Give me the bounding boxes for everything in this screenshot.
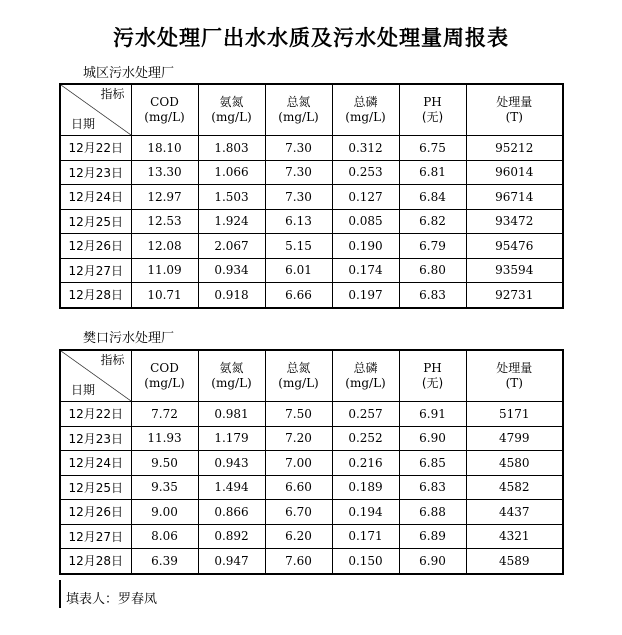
cell-ph: 6.75 [399, 136, 466, 161]
cell-volume: 4799 [466, 426, 563, 451]
table-row [60, 549, 563, 574]
cell-cod: 12.97 [131, 185, 198, 210]
cell-date: 12月22日 [60, 402, 131, 427]
table-row [60, 524, 563, 549]
diagonal-header-cell [60, 350, 131, 402]
plant-label-city: 城区污水处理厂 [83, 66, 175, 81]
plant-label-fankou: 樊口污水处理厂 [83, 331, 175, 346]
indicator-label: 指标 [100, 353, 125, 367]
cell-volume: 4437 [466, 500, 563, 525]
cell-ph: 6.79 [399, 234, 466, 259]
cell-date: 12月26日 [60, 234, 131, 259]
cell-cod: 9.00 [131, 500, 198, 525]
cell-cod: 9.50 [131, 451, 198, 476]
cell-total-phosphorus: 0.190 [332, 234, 399, 259]
cell-ammonia: 0.981 [198, 402, 265, 427]
diagonal-header-cell [60, 84, 131, 136]
cell-ph: 6.91 [399, 402, 466, 427]
cell-total-nitrogen: 7.60 [265, 549, 332, 574]
table-row [60, 500, 563, 525]
cell-date: 12月23日 [60, 426, 131, 451]
cell-ammonia: 1.503 [198, 185, 265, 210]
cell-ph: 6.90 [399, 426, 466, 451]
filled-by-label: 填表人：罗春凤 [66, 592, 158, 607]
cell-date: 12月24日 [60, 185, 131, 210]
cell-date: 12月23日 [60, 160, 131, 185]
cell-total-phosphorus: 0.174 [332, 258, 399, 283]
cell-ph: 6.88 [399, 500, 466, 525]
cell-total-nitrogen: 6.70 [265, 500, 332, 525]
cell-cod: 12.53 [131, 209, 198, 234]
cell-ammonia: 1.803 [198, 136, 265, 161]
cell-ph: 6.90 [399, 549, 466, 574]
table-row [60, 402, 563, 427]
table-row [60, 426, 563, 451]
cell-date: 12月27日 [60, 258, 131, 283]
cell-volume: 95212 [466, 136, 563, 161]
column-header-ph: PH (无) [399, 350, 466, 402]
table-row [60, 234, 563, 259]
cell-total-phosphorus: 0.194 [332, 500, 399, 525]
table-row [60, 258, 563, 283]
cell-volume: 4589 [466, 549, 563, 574]
cell-cod: 6.39 [131, 549, 198, 574]
cell-ph: 6.81 [399, 160, 466, 185]
table-header-row [60, 84, 563, 136]
cell-ph: 6.83 [399, 283, 466, 308]
cell-date: 12月27日 [60, 524, 131, 549]
cell-total-phosphorus: 0.085 [332, 209, 399, 234]
cell-total-phosphorus: 0.252 [332, 426, 399, 451]
cell-volume: 95476 [466, 234, 563, 259]
indicator-label: 指标 [100, 87, 125, 101]
report-title: 污水处理厂出水水质及污水处理量周报表 [113, 26, 509, 50]
column-header-volume: 处理量 (T) [466, 84, 563, 136]
cell-volume: 93472 [466, 209, 563, 234]
cell-total-nitrogen: 6.66 [265, 283, 332, 308]
cell-cod: 10.71 [131, 283, 198, 308]
column-header-total-nitrogen: 总氮 (mg/L) [265, 350, 332, 402]
cell-ph: 6.89 [399, 524, 466, 549]
cell-ammonia: 0.947 [198, 549, 265, 574]
cell-volume: 96014 [466, 160, 563, 185]
table-row [60, 185, 563, 210]
column-header-ammonia: 氨氮 (mg/L) [198, 84, 265, 136]
cell-cod: 11.09 [131, 258, 198, 283]
cell-total-phosphorus: 0.216 [332, 451, 399, 476]
cell-total-phosphorus: 0.150 [332, 549, 399, 574]
fankou-plant-table [59, 349, 564, 575]
cell-total-phosphorus: 0.171 [332, 524, 399, 549]
cell-total-nitrogen: 7.30 [265, 160, 332, 185]
cell-ph: 6.82 [399, 209, 466, 234]
cell-cod: 13.30 [131, 160, 198, 185]
cell-total-nitrogen: 7.00 [265, 451, 332, 476]
cell-volume: 4582 [466, 475, 563, 500]
cell-volume: 4580 [466, 451, 563, 476]
cell-volume: 96714 [466, 185, 563, 210]
cell-total-phosphorus: 0.189 [332, 475, 399, 500]
cell-volume: 5171 [466, 402, 563, 427]
column-header-ammonia: 氨氮 (mg/L) [198, 350, 265, 402]
cell-total-phosphorus: 0.127 [332, 185, 399, 210]
cell-ph: 6.85 [399, 451, 466, 476]
cell-ammonia: 0.866 [198, 500, 265, 525]
table-header-row [60, 350, 563, 402]
cell-total-nitrogen: 6.13 [265, 209, 332, 234]
table-row [60, 475, 563, 500]
cell-ammonia: 1.494 [198, 475, 265, 500]
table-row [60, 283, 563, 308]
cell-total-phosphorus: 0.253 [332, 160, 399, 185]
date-label: 日期 [71, 117, 96, 131]
cell-cod: 8.06 [131, 524, 198, 549]
cell-ph: 6.83 [399, 475, 466, 500]
cell-ph: 6.84 [399, 185, 466, 210]
cell-total-nitrogen: 7.50 [265, 402, 332, 427]
cell-date: 12月22日 [60, 136, 131, 161]
cell-date: 12月28日 [60, 283, 131, 308]
cell-ph: 6.80 [399, 258, 466, 283]
cell-total-nitrogen: 6.01 [265, 258, 332, 283]
column-header-total-nitrogen: 总氮 (mg/L) [265, 84, 332, 136]
cell-ammonia: 0.934 [198, 258, 265, 283]
cell-ammonia: 2.067 [198, 234, 265, 259]
cell-total-nitrogen: 6.60 [265, 475, 332, 500]
cell-ammonia: 0.943 [198, 451, 265, 476]
cell-cod: 9.35 [131, 475, 198, 500]
cell-total-phosphorus: 0.197 [332, 283, 399, 308]
cell-total-nitrogen: 6.20 [265, 524, 332, 549]
table-row [60, 209, 563, 234]
cell-date: 12月24日 [60, 451, 131, 476]
column-header-volume: 处理量 (T) [466, 350, 563, 402]
cell-total-phosphorus: 0.257 [332, 402, 399, 427]
cell-ammonia: 1.924 [198, 209, 265, 234]
cell-date: 12月26日 [60, 500, 131, 525]
cell-cod: 7.72 [131, 402, 198, 427]
cell-volume: 4321 [466, 524, 563, 549]
cell-cod: 12.08 [131, 234, 198, 259]
column-header-total-phosphorus: 总磷 (mg/L) [332, 84, 399, 136]
cell-ammonia: 0.892 [198, 524, 265, 549]
table-row [60, 160, 563, 185]
city-plant-table [59, 83, 564, 309]
cell-total-nitrogen: 7.30 [265, 136, 332, 161]
column-header-total-phosphorus: 总磷 (mg/L) [332, 350, 399, 402]
cell-date: 12月28日 [60, 549, 131, 574]
date-label: 日期 [71, 383, 96, 397]
table-row [60, 136, 563, 161]
column-header-ph: PH (无) [399, 84, 466, 136]
cell-total-nitrogen: 5.15 [265, 234, 332, 259]
cell-total-nitrogen: 7.30 [265, 185, 332, 210]
cell-date: 12月25日 [60, 475, 131, 500]
cell-ammonia: 1.179 [198, 426, 265, 451]
column-header-cod: COD (mg/L) [131, 350, 198, 402]
cell-ammonia: 1.066 [198, 160, 265, 185]
cell-total-phosphorus: 0.312 [332, 136, 399, 161]
cell-total-nitrogen: 7.20 [265, 426, 332, 451]
cell-volume: 92731 [466, 283, 563, 308]
cell-ammonia: 0.918 [198, 283, 265, 308]
cell-cod: 18.10 [131, 136, 198, 161]
cell-cod: 11.93 [131, 426, 198, 451]
cell-volume: 93594 [466, 258, 563, 283]
table-row [60, 451, 563, 476]
column-header-cod: COD (mg/L) [131, 84, 198, 136]
cell-date: 12月25日 [60, 209, 131, 234]
footer-divider [59, 580, 61, 608]
